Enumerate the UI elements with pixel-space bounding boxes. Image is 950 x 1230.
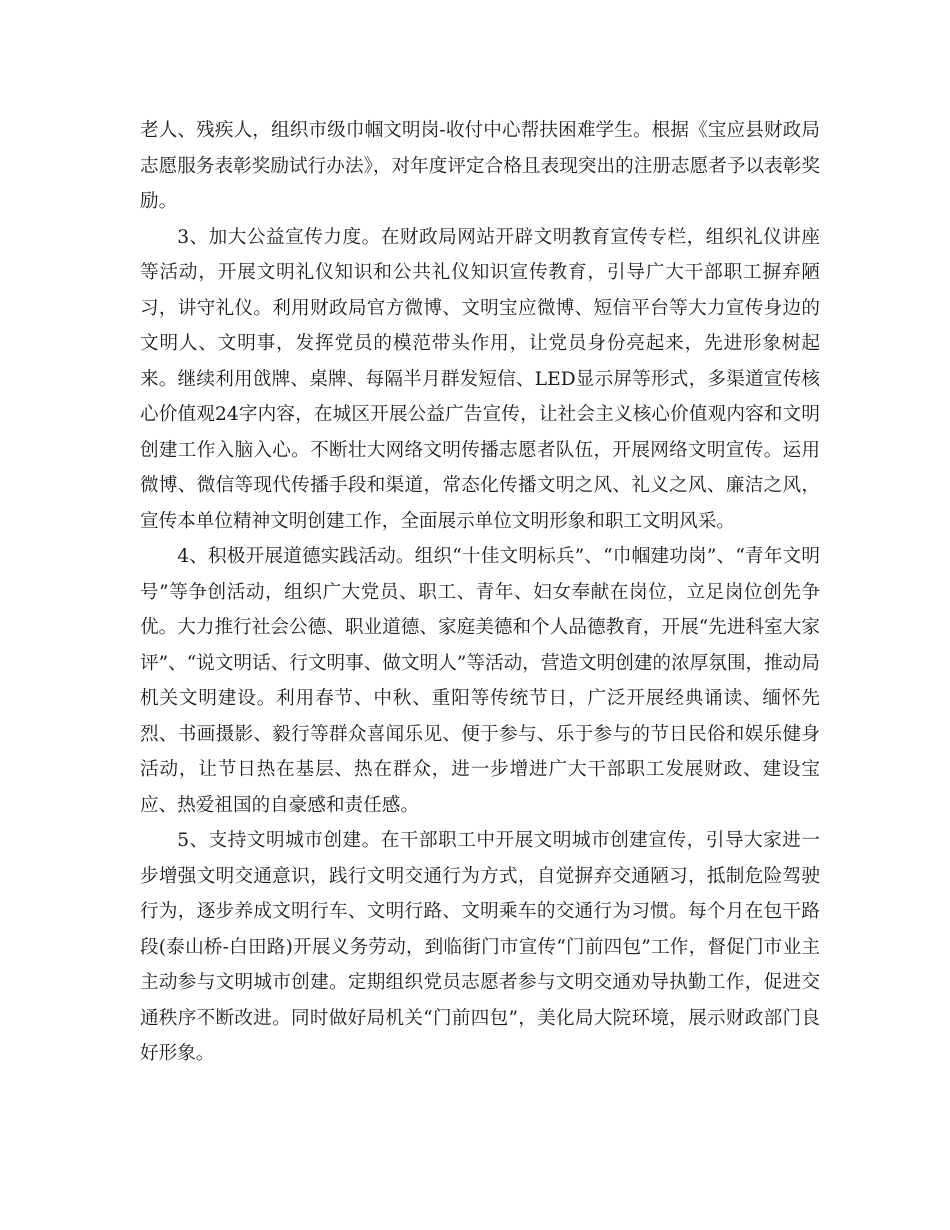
paragraph-continuation: 老人、残疾人，组织市级巾帼文明岗-收付中心帮扶困难学生。根据《宝应县财政局志愿服务表彰奖励试行办法》，对年度评定合格且表现突出的注册志愿者予以表彰奖励。 xyxy=(140,120,820,212)
paragraph-item-3-public-publicity: 3、加大公益宣传力度。在财政局网站开辟文明教育宣传专栏，组织礼仪讲座等活动，开展文明礼仪知识和公共礼仪知识宣传教育，引导广大干部职工摒弃陋习，讲守礼仪。利用财政局官方微博、文明宝应微博、短信平台等大力宣传身边的文明人、文明事，发挥党员的模范带头作用，让党员身份亮起来，先进形象树起来。继续利用戗牌、桌牌、每隔半月群发短信、LED显示屏等形式，多渠道宣传核心价值观24字内容，在城区开展公益广告宣传，让社会主义核心价值观内容和文明创建工作入脑入心。不断壮大网络文明传播志愿者队伍，开展网络文明宣传。运用微博、微信等现代传播手段和渠道，常态化传播文明之风、礼义之风、廉洁之风，宣传本单位精神文明创建工作，全面展示单位文明形象和职工文明风采。 xyxy=(140,226,820,532)
document-body xyxy=(140,113,820,1072)
paragraph-item-5-civilized-city: 5、支持文明城市创建。在干部职工中开展文明城市创建宣传，引导大家进一步增强文明交通意识，践行文明交通行为方式，自觉摒弃交通陋习，抵制危险驾驶行为，逐步养成文明行车、文明行路、文明乘车的交通行为习惯。每个月在包干路段(泰山桥-白田路)开展义务劳动，到临街门市宣传“门前四包”工作，督促门市业主主动参与文明城市创建。定期组织党员志愿者参与文明交通劝导执勤工作，促进交通秩序不断改进。同时做好局机关“门前四包”，美化局大院环境，展示财政部门良好形象。 xyxy=(140,830,820,1064)
paragraph-item-4-moral-practice: 4、积极开展道德实践活动。组织“十佳文明标兵”、“巾帼建功岗”、“青年文明号”等争创活动，组织广大党员、职工、青年、妇女奉献在岗位，立足岗位创先争优。大力推行社会公德、职业道德、家庭美德和个人品德教育，开展“先进科室大家评”、“说文明话、行文明事、做文明人”等活动，营造文明创建的浓厚氛围，推动局机关文明建设。利用春节、中秋、重阳等传统节日，广泛开展经典诵读、缅怀先烈、书画摄影、毅行等群众喜闻乐见、便于参与、乐于参与的节日民俗和娱乐健身活动，让节日热在基层、热在群众，进一步增进广大干部职工发展财政、建设宝应、热爱祖国的自豪感和责任感。 xyxy=(140,546,820,816)
